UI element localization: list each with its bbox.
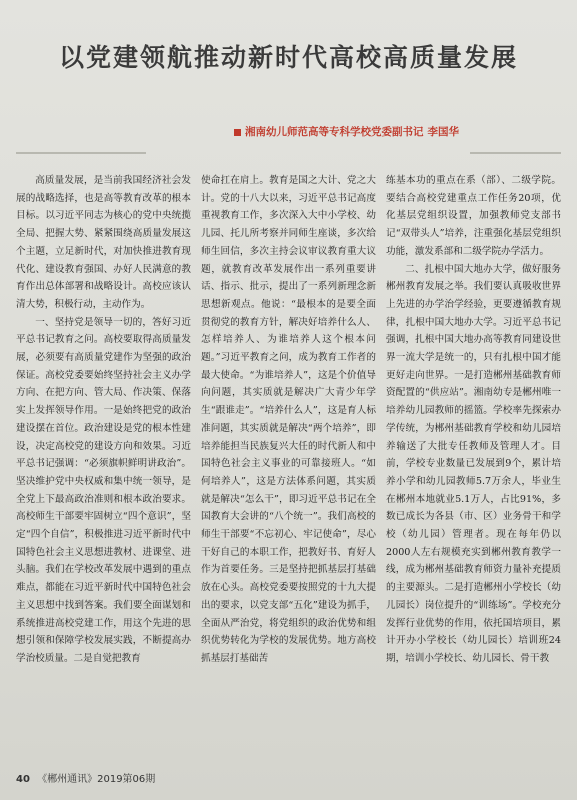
paragraph: 使命扛在肩上。教育是国之大计、党之大计。党的十八大以来，习近平总书记高度重视教育工作，多次深入大中小学校、幼儿园、托儿所考察并同师生座谈，多次给师生回信，多次主持会议审议教育重大议题，就教育改革发展作出一系列重要讲话、指示、批示，提出了一系列新理念新思想新观点。他说：“最根本的是要全面贯彻党的教育方针，解决好培养什么人、怎样培养人、为谁培养人这个根本问题。”习近平教育之问，成为教育工作者的最大使命。“为谁培养人”，这是个价值导向问题，其实质就是解决广大青少年学生“跟谁走”。“培养什么人”，这是育人标准问题，其实质就是解决“两个培养”，即培养能担当民族复兴大任的时代新人和中国特色社会主义事业的可靠接班人。“如何培养人”，这是方法体系问题，其实质就是解决“怎么干”，即习近平总书记在全国教育大会讲的“八个统一”。我们高校的师生干部要“不忘初心、牢记使命”，尽心干好自己的本职工作，把教好书、育好人作为首要任务。三是坚持把抓基层打基础放在心头。高校党委要按照党的十九大提出的要求，以党支部“五化”建设为抓手，全面从严治党，将党组织的政治优势和组织优势转化为学校的发展优势。地方高校抓基层打基础苦 <box>201 175 376 664</box>
column-left <box>16 172 191 747</box>
paragraph: 二、扎根中国大地办大学，做好服务郴州教育发展之举。我们要认真吸收世界上先进的办学治学经验，更要遵循教育规律，扎根中国大地办大学。习近平总书记强调，扎根中国大地办高等教育同建设世界一流大学是统一的，只有扎根中国才能更好走向世界。一是打造郴州基础教育师资配置的“供应站”。湘南幼专是郴州唯一培养幼儿园教师的摇篮。学校率先探索办学传统，为郴州基础教育学校和幼儿园培养输送了大批专任教师及管理人才。目前，学校专业数量已发展到9个，累计培养小学和幼儿园教师5.7万余人，毕业生在郴州本地就业5.1万人，占比91%，多数已成长为各县（市、区）业务骨干和学校（幼儿园）管理者。现在每年仍以2000人左右规模充实到郴州教育教学一线，成为郴州基础教育师资力量补充提质的主要源头。二是打造郴州小学校长（幼儿园长）岗位提升的“训练场”。学校充分发挥行业优势的作用，依托国培项目，累计开办小学校长（幼儿园长）培训班24期，培训小学校长、幼儿园长、骨干教 <box>386 263 561 664</box>
article-byline <box>234 124 459 139</box>
paragraph: 一、坚持党是领导一切的，答好习近平总书记教育之问。高校要取得高质量发展，必须要有高质量党建作为坚强的政治保证。高校党委要始终坚持社会主义办学方向、在把方向、管大局、作决策、保落实上发挥领导作用。一是始终把党的政治建设摆在首位。政治建设是党的根本性建设，决定高校党的建设方向和效果。习近平总书记强调：“必须旗帜鲜明讲政治”。坚决维护党中央权威和集中统一领导，是全党上下最高政治准则和根本政治要求。高校师生干部要牢固树立“四个意识”，坚定“四个自信”，积极推进习近平新时代中国特色社会主义思想进教材、进课堂、进头脑。我们在学校改革发展中遇到的重点难点，都能在习近平新时代中国特色社会主义思想中找到答案。我们要全面谋划和系统推进高校党建工作，用这个先进的思想引领和保障学校发展实践，不断提高办学治校质量。二是自觉把教育 <box>16 316 191 664</box>
column-right <box>386 172 561 747</box>
byline-author: 李国华 <box>427 126 459 138</box>
paragraph: 高质量发展，是当前我国经济社会发展的战略选择，也是高等教育改革的根本目标。以习近平同志为核心的党中央统揽全局、把握大势、紧紧围绕高质量发展这个主题，立足新时代，对加快推进教育现代化、建设教育强国、办好人民满意的教育作出总体部署和战略设计。高校应该认清大势，积极行动，主动作为。 <box>16 175 191 310</box>
publication-name: 《郴州通讯》2019第06期 <box>37 774 156 785</box>
paragraph: 练基本功的重点在系（部）、二级学院。要结合高校党建重点工作任务20项，优化基层党组织设置，加强教师党支部书记“双带头人”培养，注重强化基层党组织功能，激发系部和二级学院办学活力。 <box>386 175 561 257</box>
title-divider-right <box>470 152 561 154</box>
article-body <box>16 172 561 747</box>
title-divider-left <box>16 152 146 154</box>
byline-org: 湘南幼儿师范高等专科学校党委副书记 <box>245 126 424 138</box>
column-middle <box>201 172 376 747</box>
page-footer <box>16 770 155 785</box>
red-square-icon <box>234 129 241 136</box>
page-number: 40 <box>16 774 30 785</box>
article-title: 以党建领航推动新时代高校高质量发展 <box>58 43 518 72</box>
